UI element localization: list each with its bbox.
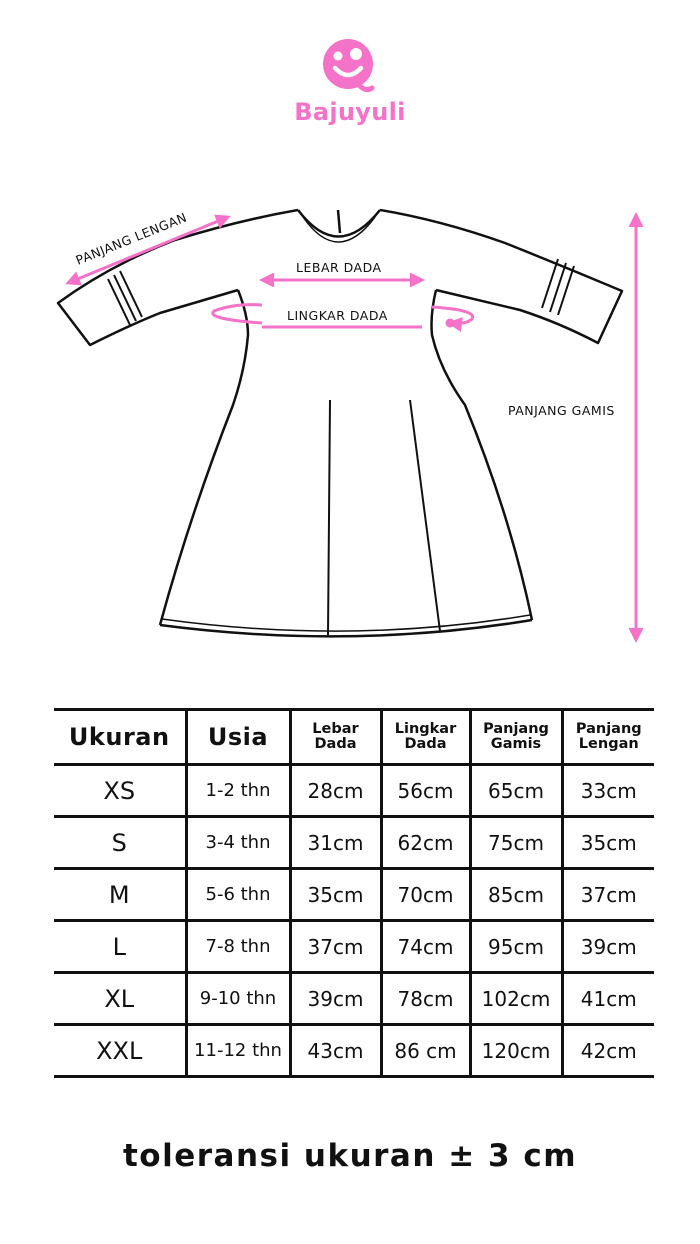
cell-chest-width: 37cm: [290, 921, 381, 973]
chest-width-label: LEBAR DADA: [296, 260, 382, 275]
table-row: [54, 765, 654, 817]
cell-chest-width: 43cm: [290, 1025, 381, 1077]
cell-size: M: [54, 869, 186, 921]
cell-age: 11-12 thn: [186, 1025, 290, 1077]
cell-sleeve-length: 37cm: [562, 869, 654, 921]
cell-chest-width: 39cm: [290, 973, 381, 1025]
cell-age: 3-4 thn: [186, 817, 290, 869]
table-row: [54, 973, 654, 1025]
cell-size: XL: [54, 973, 186, 1025]
table-row: [54, 921, 654, 973]
cell-age: 1-2 thn: [186, 765, 290, 817]
cell-chest-circumference: 62cm: [381, 817, 470, 869]
cell-sleeve-length: 35cm: [562, 817, 654, 869]
smiley-face-logo-icon: [320, 36, 380, 96]
cell-age: 7-8 thn: [186, 921, 290, 973]
cell-dress-length: 75cm: [470, 817, 562, 869]
cell-chest-width: 35cm: [290, 869, 381, 921]
cell-chest-circumference: 78cm: [381, 973, 470, 1025]
cell-chest-width: 28cm: [290, 765, 381, 817]
header-sleeve-length: Panjang Lengan: [562, 710, 654, 765]
dress-length-label: PANJANG GAMIS: [508, 403, 615, 418]
cell-size: S: [54, 817, 186, 869]
cell-dress-length: 120cm: [470, 1025, 562, 1077]
brand-logo: [0, 36, 700, 126]
header-chest-circumference: Lingkar Dada: [381, 710, 470, 765]
cell-dress-length: 85cm: [470, 869, 562, 921]
brand-name: Bajuyuli: [294, 98, 406, 126]
header-chest-width: Lebar Dada: [290, 710, 381, 765]
table-header-row: [54, 710, 654, 765]
table-row: [54, 869, 654, 921]
cell-size: XS: [54, 765, 186, 817]
cell-sleeve-length: 42cm: [562, 1025, 654, 1077]
cell-age: 9-10 thn: [186, 973, 290, 1025]
cell-sleeve-length: 41cm: [562, 973, 654, 1025]
chest-circumference-label: LINGKAR DADA: [287, 308, 388, 323]
size-tolerance-note: toleransi ukuran ± 3 cm: [122, 1138, 578, 1174]
cell-chest-circumference: 74cm: [381, 921, 470, 973]
table-row: [54, 1025, 654, 1077]
cell-age: 5-6 thn: [186, 869, 290, 921]
table-row: [54, 817, 654, 869]
header-dress-length: Panjang Gamis: [470, 710, 562, 765]
cell-chest-circumference: 86 cm: [381, 1025, 470, 1077]
sleeve-length-label: PANJANG LENGAN: [73, 209, 189, 268]
cell-dress-length: 65cm: [470, 765, 562, 817]
cell-dress-length: 95cm: [470, 921, 562, 973]
cell-chest-circumference: 70cm: [381, 869, 470, 921]
cell-chest-width: 31cm: [290, 817, 381, 869]
header-age: Usia: [186, 710, 290, 765]
cell-chest-circumference: 56cm: [381, 765, 470, 817]
cell-sleeve-length: 33cm: [562, 765, 654, 817]
cell-dress-length: 102cm: [470, 973, 562, 1025]
cell-size: XXL: [54, 1025, 186, 1077]
dress-diagram: [0, 195, 700, 655]
size-chart-table: [54, 708, 654, 1078]
cell-size: L: [54, 921, 186, 973]
cell-sleeve-length: 39cm: [562, 921, 654, 973]
header-size: Ukuran: [54, 710, 186, 765]
